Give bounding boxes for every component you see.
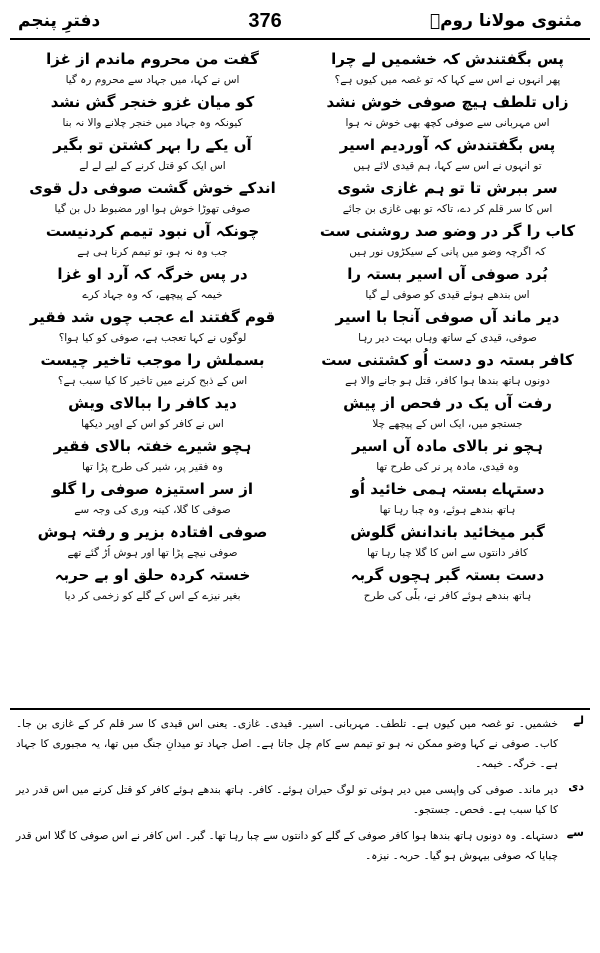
- footnote-text: دستہاے۔ وہ دونوں ہاتھ بندھا ہوا کافر صوفی کے گلے کو دانتوں سے چبا رہا تھا۔ گبر۔ اس کافر نے اس صوفی کا گلا اس قدر چبایا کہ صوفی بیہوش ہو گیا۔ حربہ۔ نیزہ۔: [16, 830, 558, 862]
- footnote: [16, 780, 584, 820]
- header-rule: [10, 38, 590, 40]
- verse-line: از سر استیزہ صوفی را گلو: [51, 480, 254, 498]
- footnote-marker: لے: [573, 714, 584, 727]
- verse-line: صوفی افتادہ بزیر و رفتہ ہوش: [37, 523, 268, 541]
- verse-line: اندکے خوش گشت صوفی دل قوی: [29, 179, 276, 197]
- verse-line: ہچو نر بالای مادہ آں اسیر: [352, 437, 543, 455]
- right-column: [311, 46, 584, 701]
- translation-line: بغیر نیزے کے اس کے گلے کو زخمی کر دیا: [64, 590, 241, 602]
- translation-line: صوفی کا گلا، کینہ وری کی وجہ سے: [74, 504, 231, 516]
- translation-line: اس مہربانی سے صوفی کچھ بھی خوش نہ ہوا: [345, 117, 550, 129]
- verse-line: گفت من محروم ماندم از غزا: [46, 50, 259, 68]
- verse-line: زاں تلطف ہیچ صوفی خوش نشد: [326, 93, 569, 111]
- footnotes: [16, 714, 584, 872]
- left-column: [16, 46, 289, 701]
- translation-line: اس کے ذبح کرنے میں تاخیر کا کیا سبب ہے؟: [57, 375, 248, 387]
- translation-line: صوفی تھوڑا خوش ہوا اور مضبوط دل بن گیا: [54, 203, 251, 215]
- translation-line: اس نے کافر کو اس کے اوپر دیکھا: [81, 418, 224, 430]
- translation-line: جب وہ نہ ہو، تو تیمم کرنا ہی ہے: [77, 246, 228, 258]
- verse-line: در پس خرگہ کہ آرد او غزا: [57, 265, 248, 283]
- translation-line: دونوں ہاتھ بندھا ہوا کافر، قتل ہو جانے والا ہے: [345, 375, 550, 387]
- verse-line: دست بستہ گبر ہچوں گربہ: [350, 566, 545, 584]
- verse-line: دستہاے بستہ ہمی خائید اُو: [350, 480, 545, 498]
- translation-line: جستجو میں، ایک اس کے پیچھے چلا: [372, 418, 523, 430]
- translation-line: ہاتھ بندھے ہوئے کافر نے، بلّی کی طرح: [363, 590, 532, 602]
- page-header: [18, 6, 582, 36]
- footnote-marker: سے: [566, 826, 584, 839]
- verse-line: دیر ماند آں صوفی آنجا با اسیر: [335, 308, 560, 326]
- translation-line: پھر انہوں نے اس سے کہا کہ تو غصہ میں کیوں ہے؟: [334, 74, 561, 86]
- verse-line: قوم گفتند اے عجب چوں شد فقیر: [29, 308, 276, 326]
- translation-line: کافر دانتوں سے اس کا گلا چبا رہا تھا: [367, 547, 528, 559]
- translation-line: صوفی، قیدی کے ساتھ وہاں بہت دیر رہا: [358, 332, 537, 344]
- footnote: [16, 826, 584, 866]
- verse-line: کافر بستہ دو دست اُو کشتنی ست: [321, 351, 574, 369]
- verse-columns: [16, 46, 584, 701]
- verse-line: آں یکے را بہر کشتن تو بگیر: [53, 136, 252, 154]
- verse-line: کو میان غزو خنجر گش نشد: [50, 93, 255, 111]
- translation-line: وہ فقیر پر، شیر کی طرح پڑا تھا: [81, 461, 224, 473]
- verse-line: رفت آں یک در فحص از پیش: [343, 394, 552, 412]
- verse-line: پس بگفتندش کہ آوردیم اسیر: [339, 136, 556, 154]
- footnote-text: دیر ماند۔ صوفی کی واپسی میں دیر ہوئی تو لوگ حیران ہوئے۔ کافر۔ ہاتھ بندھے ہوئے کافر کو قتل کرنے میں اس قدر دیر کا کیا سبب ہے۔ فحص۔ جستجو۔: [16, 784, 558, 816]
- section-title: دفترِ پنجم: [18, 11, 101, 31]
- translation-line: اس نے کہا، میں جہاد سے محروم رہ گیا: [65, 74, 240, 86]
- translation-line: خیمہ کے پیچھے، کہ وہ جہاد کرے: [82, 289, 223, 301]
- footnote-marker: دی: [568, 780, 584, 793]
- verse-line: خستہ کردہ حلق او بے حربہ: [54, 566, 251, 584]
- translation-line: لوگوں نے کہا تعجب ہے، صوفی کو کیا ہوا؟: [58, 332, 247, 344]
- verse-line: گبر میخائید باندانش گلوش: [350, 523, 545, 541]
- page-number: 376: [248, 9, 282, 32]
- verse-line: چونکہ آں نبود تیمم کردنیست: [45, 222, 260, 240]
- footnote-rule: [10, 708, 590, 710]
- translation-line: کیونکہ وہ جہاد میں خنجر چلانے والا نہ بنا: [62, 117, 243, 129]
- translation-line: کہ اگرچہ وضو میں پانی کے سیکڑوں نور ہیں: [349, 246, 546, 258]
- verse-line: بسملش را موجب تاخیر چیست: [40, 351, 265, 369]
- verse-line: ہچو شیرے خفتہ بالای فقیر: [53, 437, 252, 455]
- translation-line: اس کا سر قلم کر دے، تاکہ تو بھی غازی بن جائے: [342, 203, 553, 215]
- translation-line: اس ایک کو قتل کرنے کے لیے لے لے: [79, 160, 226, 172]
- footnote: [16, 714, 584, 774]
- book-title: مثنوی مولانا رومؒ: [429, 11, 582, 31]
- translation-line: ہاتھ بندھے ہوئے، وہ چبا رہا تھا: [379, 504, 516, 516]
- verse-line: بُرد صوفی آں اسیر بستہ را: [347, 265, 548, 283]
- verse-line: دید کافر را ببالای ویش: [68, 394, 237, 412]
- translation-line: اس بندھے ہوئے قیدی کو صوفی لے گیا: [365, 289, 530, 301]
- verse-line: پس بگفتندش کہ خشمیں لے چرا: [331, 50, 564, 68]
- verse-line: کاب را گر در وضو صد روشنی ست: [319, 222, 576, 240]
- verse-line: سر ببرش تا تو ہم غازی شوی: [337, 179, 558, 197]
- translation-line: صوفی نیچے پڑا تھا اور ہوش اُڑ گئے تھے: [67, 547, 238, 559]
- translation-line: تو انہوں نے اس سے کہا، ہم قیدی لائے ہیں: [353, 160, 542, 172]
- translation-line: وہ قیدی، مادہ پر نر کی طرح تھا: [376, 461, 519, 473]
- footnote-text: خشمیں۔ تو غصہ میں کیوں ہے۔ تلطف۔ مہربانی۔ اسیر۔ قیدی۔ غازی۔ یعنی اس قیدی کا سر قلم کر کے غازی بن جا۔ کاب۔ صوفی نے کہا وضو ممکن نہ ہو تو تیمم سے کام چل جاتا ہے۔ اصل جہاد تو میدانِ جنگ میں تھا، یہ مجبوری کا جہاد ہے۔ خرگہ۔ خیمہ۔: [16, 718, 558, 770]
